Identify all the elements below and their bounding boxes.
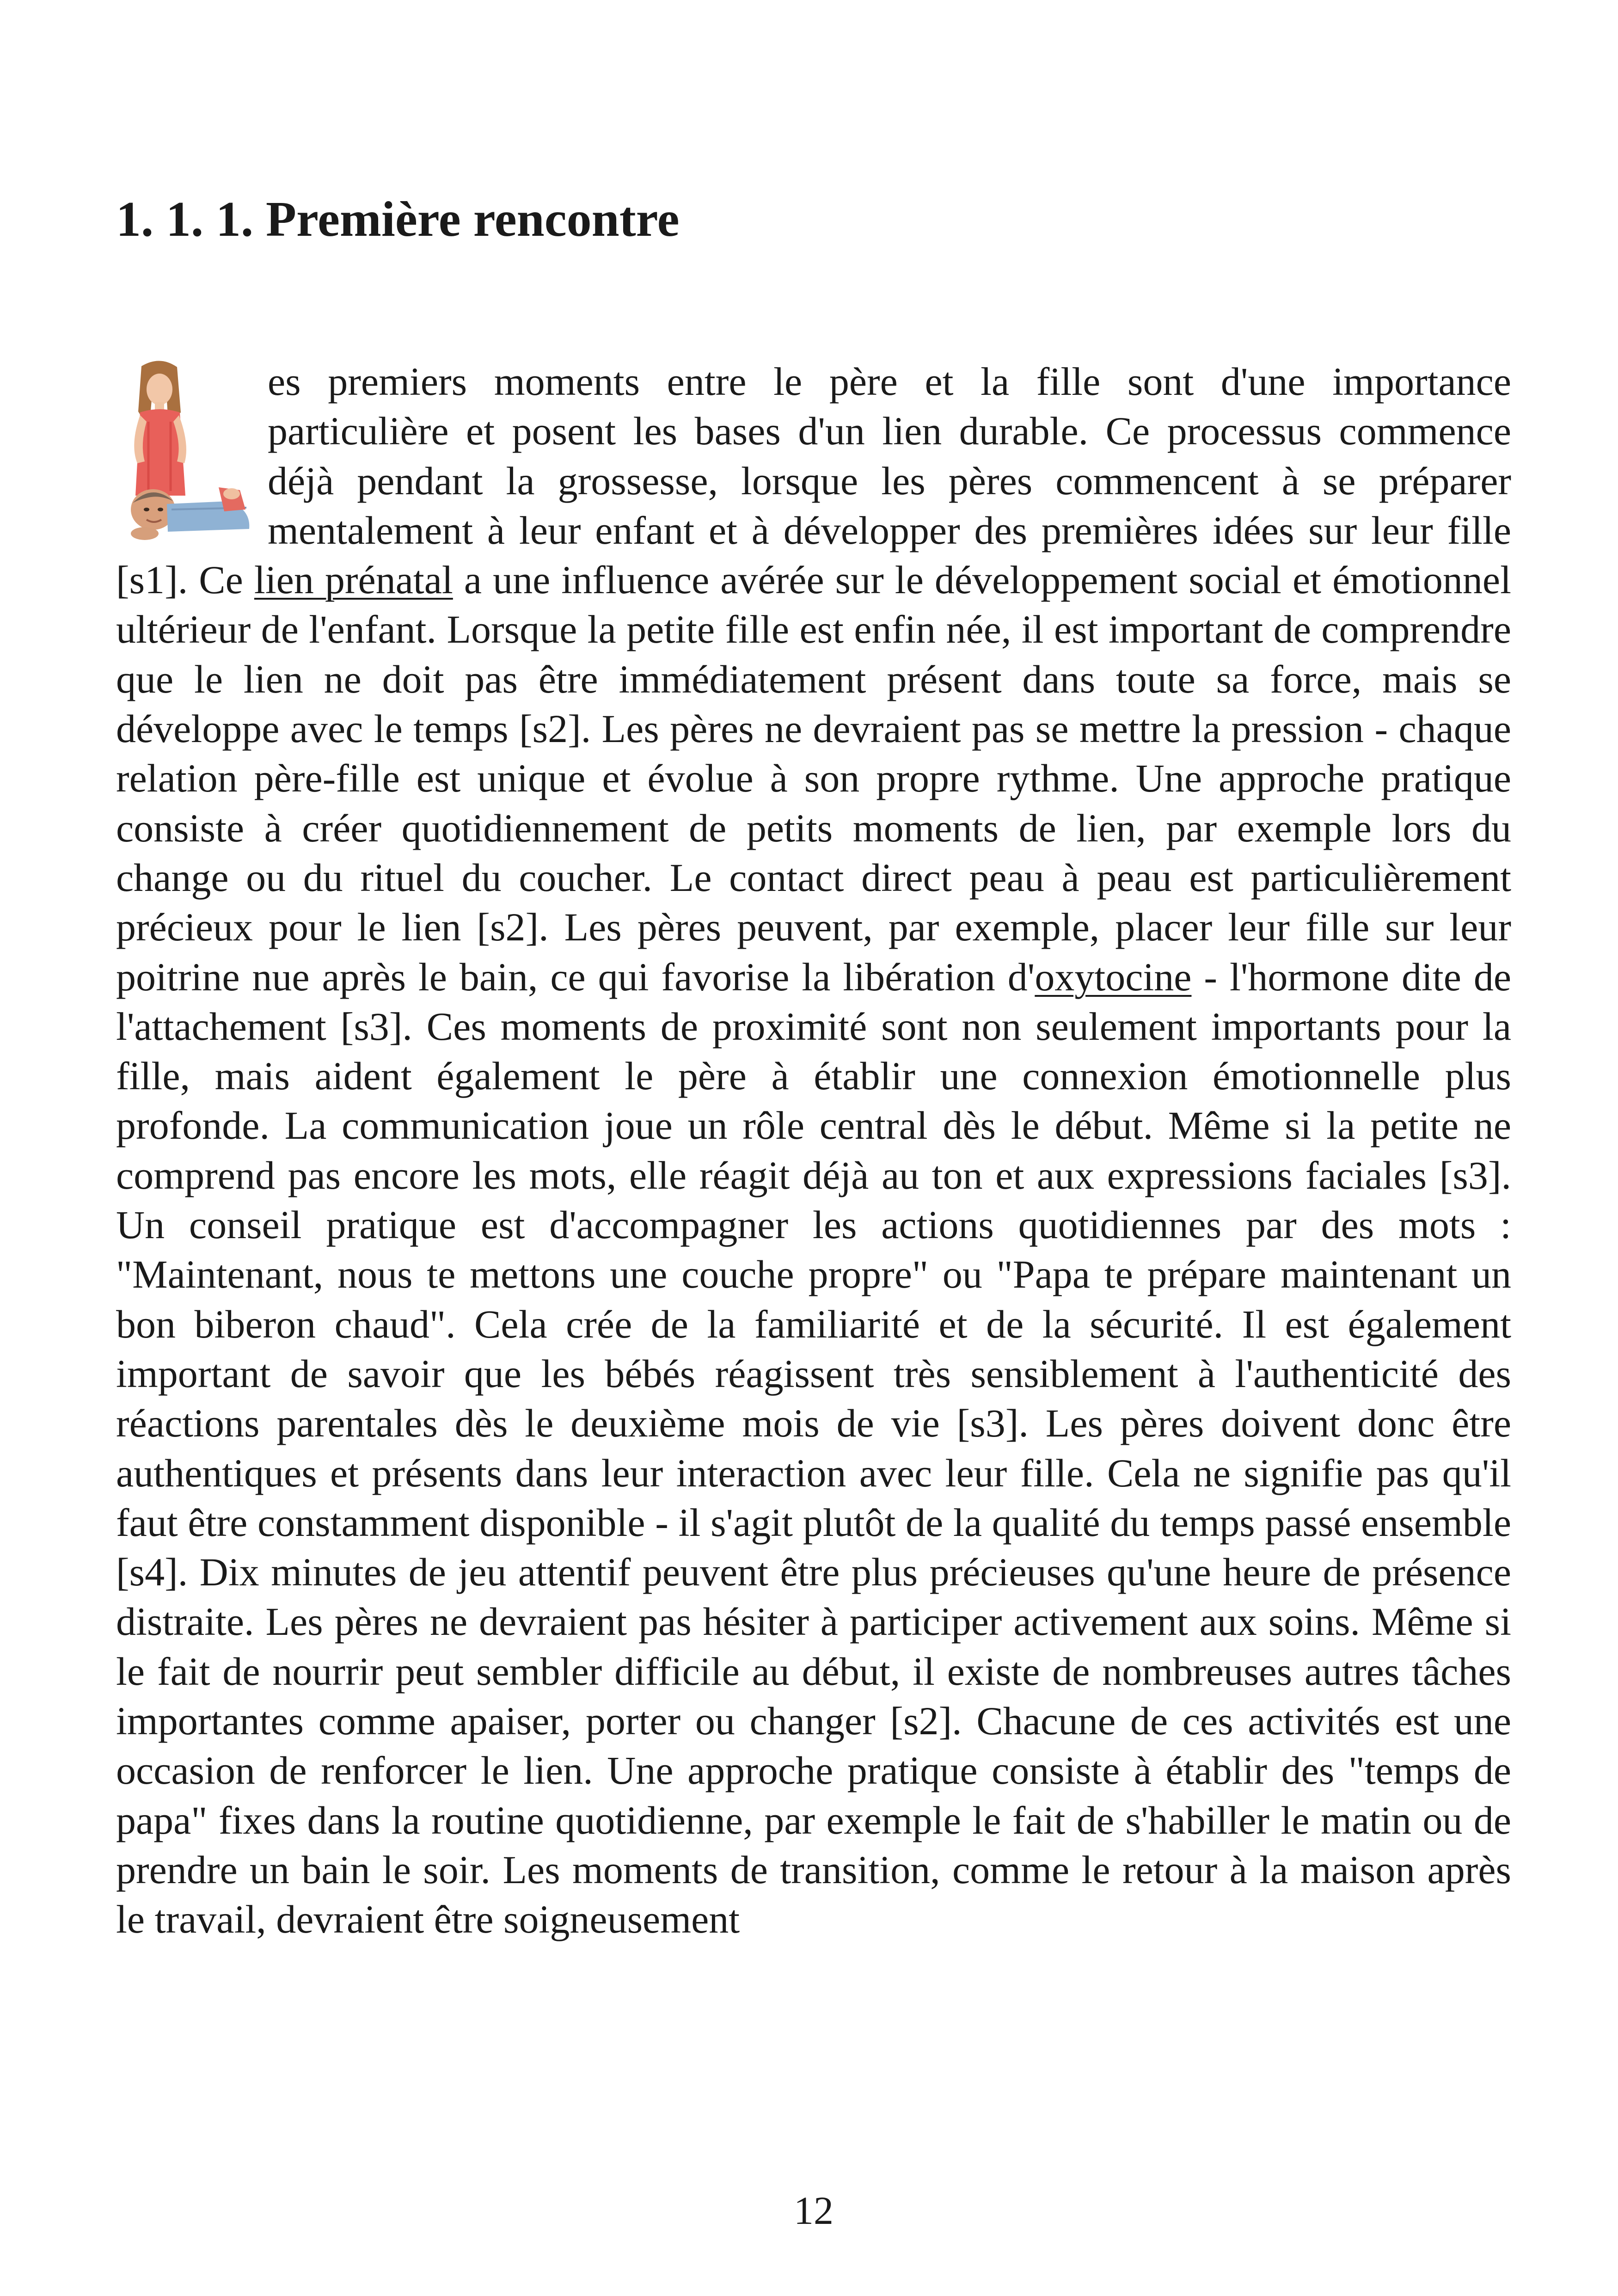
section-heading: 1. 1. 1. Première rencontre bbox=[116, 192, 680, 247]
body-text-segment: es premiers moments entre le père et la fille sont d'une importance particulière et posent les bases d'un lien durable. Ce processus commence déjà pendant la grossesse, lorsque les pères commencent à se préparer mentalement à leur enfant et à développer des premières idées sur leur fille [s1]. Ce bbox=[116, 359, 1511, 602]
body-paragraph bbox=[116, 357, 1511, 1945]
link-lien-prenatal[interactable]: lien prénatal bbox=[254, 558, 453, 602]
page-number: 12 bbox=[794, 2188, 834, 2233]
body-text-segment: a une influence avérée sur le développement social et émotionnel ultérieur de l'enfant. Lorsque la petite fille est enfin née, il est important de comprendre que le lien ne doit pas être immédiatement présent dans toute sa force, mais se développe avec le temps [s2]. Les pères ne devraient pas se mettre la pression - chaque relation père-fille est unique et évolue à son propre rythme. Une approche pratique consiste à créer quotidiennement de petits moments de lien, par exemple lors du change ou du rituel du coucher. Le contact direct peau à peau est particulièrement précieux pour le lien [s2]. Les pères peuvent, par exemple, placer leur fille sur leur poitrine nue après le bain, ce qui favorise la libération d' bbox=[116, 558, 1511, 999]
link-oxytocine[interactable]: oxytocine bbox=[1035, 954, 1192, 999]
drop-cap-illustration bbox=[116, 357, 255, 551]
body-text-segment: - l'hormone dite de l'attachement [s3]. Ces moments de proximité sont non seulement importants pour la fille, mais aident également le père à établir une connexion émotionnelle plus profonde. La communication joue un rôle central dès le début. Même si la petite ne comprend pas encore les mots, elle réagit déjà au ton et aux expressions faciales [s3]. Un conseil pratique est d'accompagner les actions quotidiennes par des mots : "Maintenant, nous te mettons une couche propre" ou "Papa te prépare maintenant un bon biberon chaud". Cela crée de la familiarité et de la sécurité. Il est également important de savoir que les bébés réagissent très sensiblement à l'authenticité des réactions parentales dès le deuxième mois de vie [s3]. Les pères doivent donc être authentiques et présents dans leur interaction avec leur fille. Cela ne signifie pas qu'il faut être constamment disponible - il s'agit plutôt de la qualité du temps passé ensemble [s4]. Dix minutes de jeu attentif peuvent être plus précieuses qu'une heure de présence distraite. Les pères ne devraient pas hésiter à participer activement aux soins. Même si le fait de nourrir peut sembler difficile au début, il existe de nombreuses autres tâches importantes comme apaiser, porter ou changer [s2]. Chacune de ces activités est une occasion de renforcer le lien. Une approche pratique consiste à établir des "temps de papa" fixes dans la routine quotidienne, par exemple le fait de s'habiller le matin ou de prendre un bain le soir. Les moments de transition, comme le retour à la maison après le travail, devraient être soigneusement bbox=[116, 954, 1512, 1942]
document-page bbox=[116, 0, 1511, 2296]
